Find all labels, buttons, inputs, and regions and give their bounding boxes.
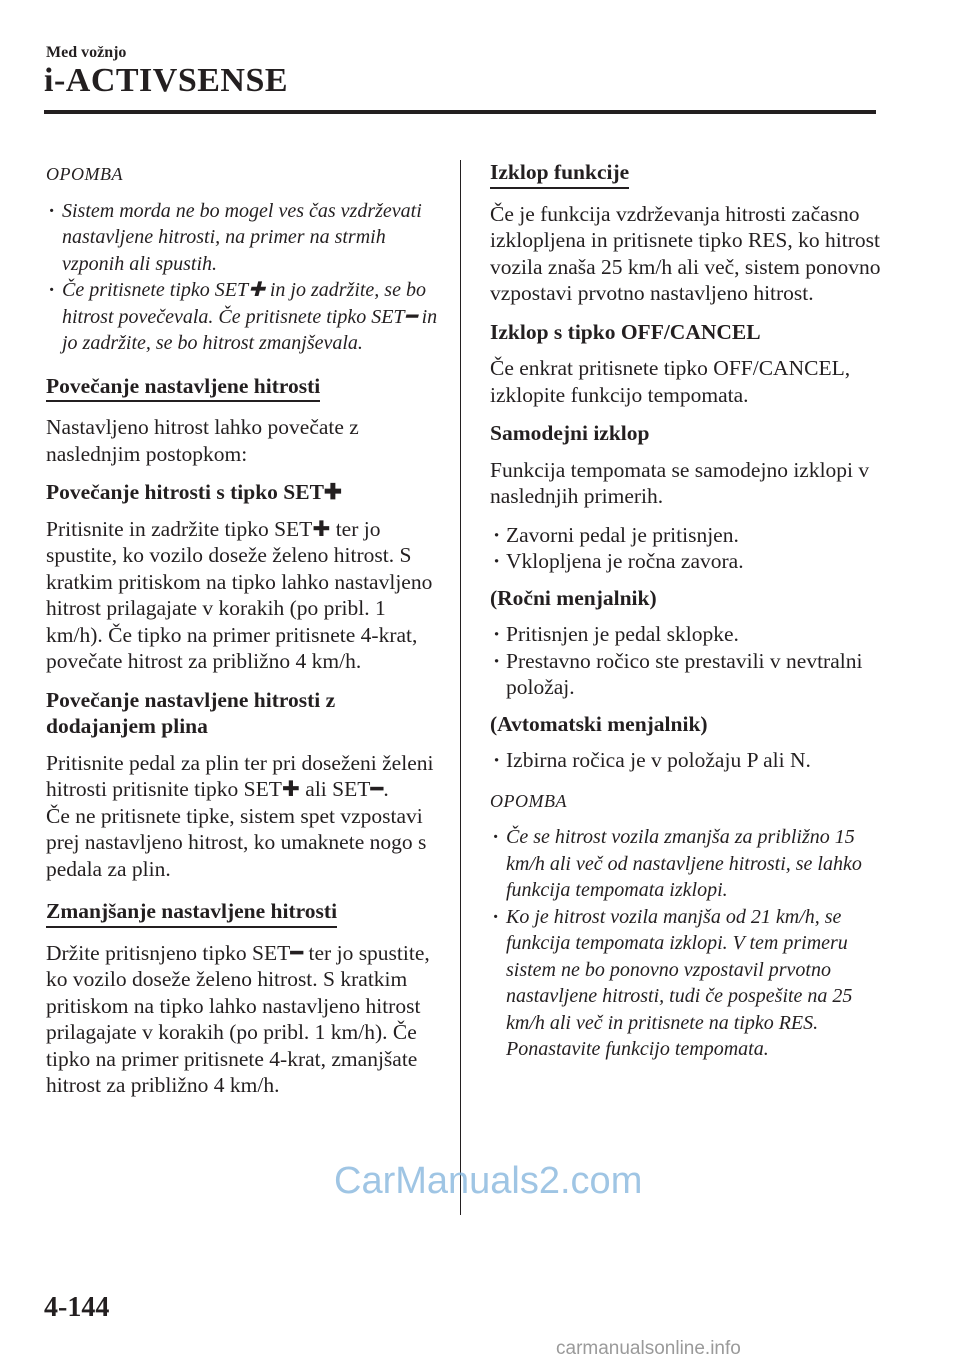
manual-list [490,621,890,701]
page-title: i-ACTIVSENSE [44,62,289,99]
right-column [490,155,890,1075]
note-list [46,198,446,357]
paragraph: Če enkrat pritisnete tipko OFF/CANCEL, izklopite funkcijo tempomata. [490,356,851,407]
paragraph: Nastavljeno hitrost lahko povečate z naslednjim postopkom: [46,415,359,466]
watermark-logo: CarManuals2.com [334,1160,643,1202]
automatic-list [490,747,890,774]
subheading-cancel: Izklop s tipko OFF/CANCEL [490,319,761,344]
paragraph: Funkcija tempomata se samodejno izklopi v naslednjih primerih. [490,457,870,508]
paragraph: Držite pritisnjeno tipko SET━ ter jo spustite, ko vozilo doseže želeno hitrost. S kratkim pritiskom na tipko lahko nastavljeno hitrost prilagajate v korakih (po pribl. 1 km/h). Če tipko na primer pritisnete 4-krat, zmanjšate hitrost za približno 4 km/h. [46,940,430,1097]
list-item: · Izbirna ročica je v položaju P ali N. [490,747,890,774]
subheading-automatic: (Avtomatski menjalnik) [490,711,708,736]
note-item: · Sistem morda ne bo mogel ves čas vzdrževati nastavljene hitrosti, na primer na strmih vzponih ali spustih. [46,198,446,278]
note-list [490,824,890,1063]
section-heading-off: Izklop funkcije [490,159,629,189]
section-heading-decrease: Zmanjšanje nastavljene hitrosti [46,898,337,928]
note-label: OPOMBA [490,790,567,811]
paragraph: Pritisnite in zadržite tipko SET✚ ter jo spustite, ko vozilo doseže želeno hitrost. S kratkim pritiskom na tipko lahko nastavljeno hitrost prilagajate v korakih (po pribl. 1 km/h). Če tipko na primer pritisnete 4-krat, povečate hitrost za približno 4 km/h. [46,516,433,673]
list-item: · Pritisnjen je pedal sklopke. [490,621,890,648]
note-item: · Če se hitrost vozila zmanjša za približno 15 km/h ali več od nastavljene hitrosti, se lahko funkcija tempomata izklopi. [490,824,890,904]
auto-off-list [490,522,890,575]
subheading-accelerator: Povečanje nastavljene hitrosti z dodajanjem plina [46,687,336,738]
subheading-auto-off: Samodejni izklop [490,421,650,445]
page-number: 4-144 [44,1292,110,1323]
note-item: · Ko je hitrost vozila manjša od 21 km/h, se funkcija tempomata izklopi. V tem primeru sistem ne bo ponovno vzpostavil prvotno nastavljene hitrosti, tudi če pospešite na 25 km/h ali več in pritisnete na tipko RES. Ponastavite funkcijo tempomata. [490,904,890,1063]
watermark-url: carmanualsonline.info [556,1338,741,1359]
list-item: · Prestavno ročico ste prestavili v nevtralni položaj. [490,648,890,701]
subheading-set-plus: Povečanje hitrosti s tipko SET✚ [46,480,342,504]
column-divider [460,160,461,1215]
section-heading-increase: Povečanje nastavljene hitrosti [46,373,320,403]
subheading-manual: (Ročni menjalnik) [490,585,657,610]
header-divider [44,110,876,114]
paragraph: Če ne pritisnete tipke, sistem spet vzpostavi prej nastavljeno hitrost, ko umaknete nogo s pedala za plin. [46,803,427,881]
header-section-label: Med vožnjo [46,44,127,61]
list-item: · Vklopljena je ročna zavora. [490,548,890,575]
list-item: · Zavorni pedal je pritisnjen. [490,522,890,549]
paragraph: Pritisnite pedal za plin ter pri doseženi želeni hitrosti pritisnite tipko SET✚ ali SET━. [46,750,434,801]
note-label: OPOMBA [46,164,123,184]
note-item: · Če pritisnete tipko SET✚ in jo zadržite, se bo hitrost povečevala. Če pritisnete tipko SET━ in jo zadržite, se bo hitrost zmanjševala. [46,277,446,357]
left-column [46,155,446,1111]
paragraph: Če je funkcija vzdrževanja hitrosti začasno izklopljena in pritisnete tipko RES, ko hitrost vozila znaša 25 km/h ali več, sistem ponovno vzpostavi prvotno nastavljeno hitrost. [490,201,881,305]
